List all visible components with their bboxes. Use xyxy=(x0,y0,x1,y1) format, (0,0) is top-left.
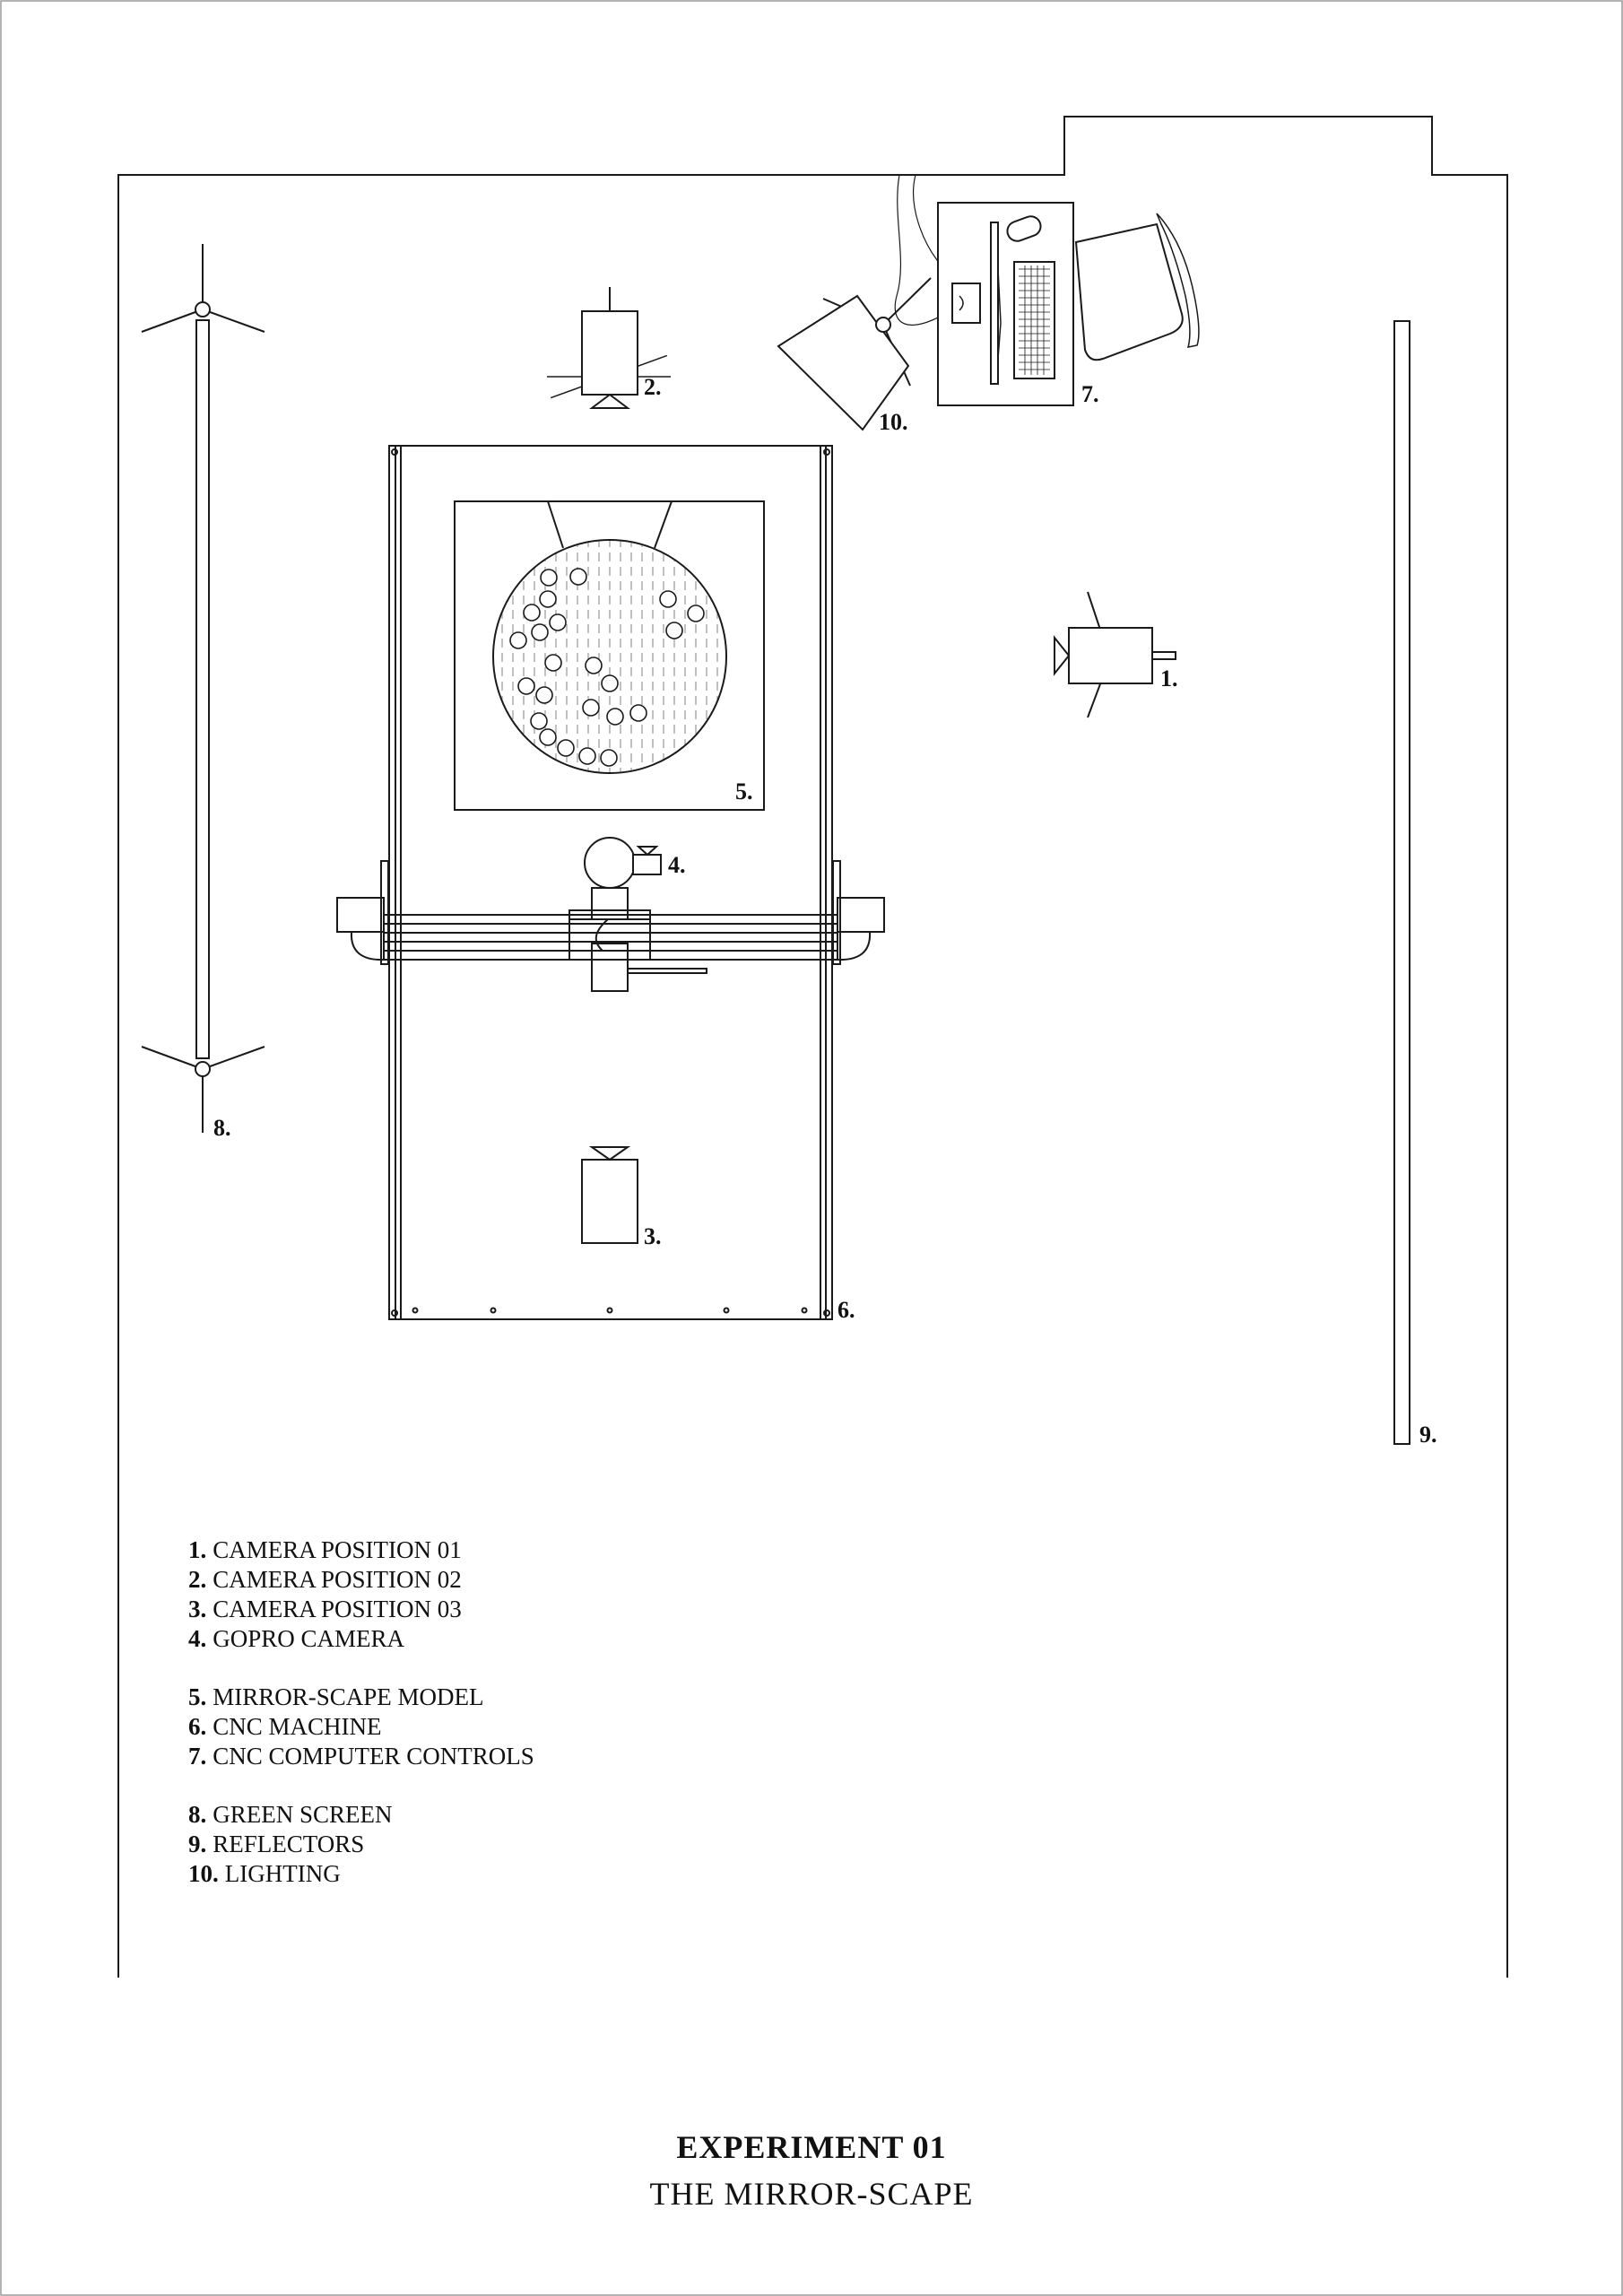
legend-item-label: GOPRO CAMERA xyxy=(213,1625,405,1652)
marker-8: 8. xyxy=(213,1115,231,1141)
legend-item xyxy=(188,1859,816,1889)
marker-6: 6. xyxy=(838,1297,855,1323)
legend-item xyxy=(188,1535,816,1565)
legend-item xyxy=(188,1565,816,1595)
legend-item-number: 5. xyxy=(188,1683,207,1710)
gopro-camera xyxy=(585,838,661,888)
legend-item-number: 3. xyxy=(188,1596,207,1622)
legend-item-number: 1. xyxy=(188,1536,207,1563)
marker-10: 10. xyxy=(879,409,908,435)
legend-item-number: 9. xyxy=(188,1831,207,1857)
legend-item-label: LIGHTING xyxy=(224,1860,341,1887)
marker-5: 5. xyxy=(735,778,753,804)
reflectors xyxy=(1394,321,1410,1444)
marker-2: 2. xyxy=(644,374,662,400)
legend-item xyxy=(188,1683,816,1712)
lighting xyxy=(778,278,931,430)
camera-position-01 xyxy=(1055,592,1176,718)
legend-item xyxy=(188,1595,816,1624)
legend-item-number: 4. xyxy=(188,1625,207,1652)
legend-item-label: CAMERA POSITION 02 xyxy=(213,1566,462,1593)
legend-item xyxy=(188,1742,816,1771)
legend-item-label: REFLECTORS xyxy=(213,1831,365,1857)
marker-7: 7. xyxy=(1081,381,1099,407)
camera-position-03 xyxy=(582,1147,638,1243)
legend-item-label: CNC COMPUTER CONTROLS xyxy=(213,1743,534,1770)
legend-item xyxy=(188,1800,816,1830)
experiment-subtitle: THE MIRROR-SCAPE xyxy=(649,2176,974,2212)
legend xyxy=(188,1535,816,1889)
green-screen xyxy=(142,244,265,1133)
experiment-title: EXPERIMENT 01 xyxy=(676,2129,947,2165)
legend-item-label: MIRROR-SCAPE MODEL xyxy=(213,1683,484,1710)
legend-item-number: 8. xyxy=(188,1801,207,1828)
legend-item-number: 10. xyxy=(188,1860,219,1887)
title-block xyxy=(0,2124,1623,2217)
legend-item xyxy=(188,1624,816,1654)
legend-item-label: CAMERA POSITION 01 xyxy=(213,1536,462,1563)
legend-item xyxy=(188,1830,816,1859)
legend-item-number: 6. xyxy=(188,1713,207,1740)
legend-item-label: CAMERA POSITION 03 xyxy=(213,1596,462,1622)
legend-item-label: CNC MACHINE xyxy=(213,1713,382,1740)
legend-item-label: GREEN SCREEN xyxy=(213,1801,393,1828)
marker-3: 3. xyxy=(644,1223,662,1249)
marker-9: 9. xyxy=(1419,1422,1437,1448)
legend-item-number: 7. xyxy=(188,1743,207,1770)
legend-item xyxy=(188,1712,816,1742)
marker-4: 4. xyxy=(668,852,686,878)
marker-1: 1. xyxy=(1160,665,1178,691)
mirror-table-hatch xyxy=(502,538,717,780)
legend-item-number: 2. xyxy=(188,1566,207,1593)
cnc-computer-controls xyxy=(938,203,1199,405)
